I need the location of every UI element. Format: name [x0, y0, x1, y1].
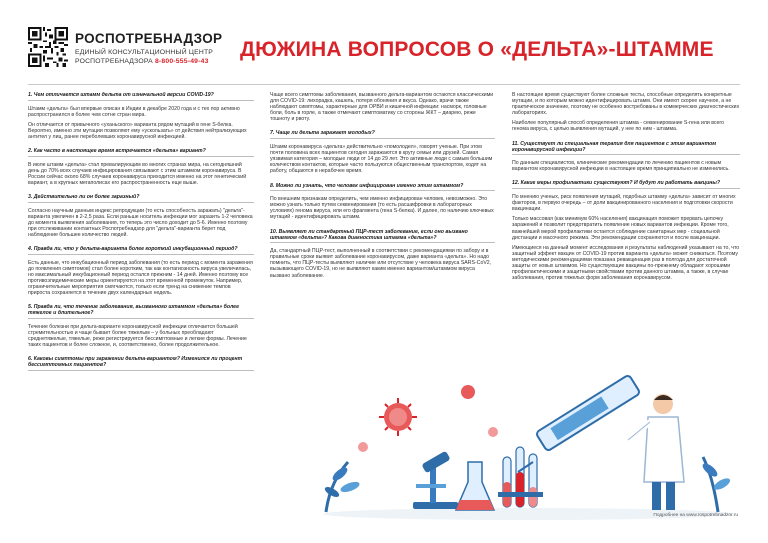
answer-10-continued: В настоящее время существуют более сложные тесты, способные определять конкретные мутации, и по которым можно идентифицировать штамм. Они имеют скорее научное, а не практическое значение, поэтому не особенно востребованы в коммерческих диагностических лабораториях. — [512, 92, 740, 117]
lab-illustration — [318, 362, 738, 522]
question-5: 5. Правда ли, что течение заболевания, вызванного штаммом «дельта» более тяжелое и длительное? — [28, 304, 254, 319]
flask-icon — [456, 462, 494, 510]
answer-12-p3: Имеющиеся на данный момент исследования и результаты наблюдений указывают на то, что защитный эффект вакцин от COVID-19 против варианта «дельта» может снижаться. Поэтому методическими рекомендациями показана ревакцинация раз в полгода для достаточной защиты от новых штаммов. Но существующие вакцины по-прежнему обладают хорошими профилактическими и защитными свойствами против данного штамма, а также, в случае заболевания, против тяжелых форм заболевания коронавирусом. — [512, 244, 740, 282]
plant-right-icon — [701, 457, 732, 512]
scientist-figure-icon — [628, 394, 684, 510]
question-2: 2. Как часто в настоящее время встречается «дельта» вариант? — [28, 148, 254, 157]
answer-4: Есть данные, что инкубационный период заболевания (то есть период с момента заражения до появления симптомов) стал более коротким, так как контагиозность вируса увеличилась, но максимальный инкубационный период остался прежним - 14 дней. Именно поэтому все противоэпидемические меры ориентируются на этот временной промежуток. Например, ограничительные мероприятия смягчаются, только если тренд на снижение темпов прироста сохраняется в течение двух календарных недель. — [28, 259, 253, 297]
answer-3: Согласно научным данным индекс репродукции (то есть способность заражать) "дельта"-варианта увеличен в 2-2,5 раза. Если раньше носитель инфекции мог заразить 1-2 человека до момента выявления заболевания, то теперь это число доходит до 5-6. Именно поэтому при отслеживании контактных Роспотребнадзор для "дельта"-варианта берет под наблюдение большее количество людей. — [28, 207, 253, 238]
question-3: 3. Действительно ли он более заразный? — [28, 194, 254, 203]
answer-10: Да, стандартный ПЦР-тест, выполненный в соответствии с рекомендациями по забору и в правильные сроки выявит заболевание коронавирусом, даже варианта «дельта». Но надо помнить, что ПЦР-тесты выявляют наличие или отсутствие у человека вируса SARS-CoV2, вызывающего COVID-19, но не выявляют каким именно вариантом/штаммом вируса вызвано заболевание. — [270, 248, 492, 279]
test-tube-rack-icon — [498, 447, 543, 507]
org-name: РОСПОТРЕБНАДЗОР — [75, 31, 223, 46]
column-3 — [512, 92, 740, 285]
answer-10-sequencing: Наиболее популярный способ определения штамма - секвенирование S-гена или всего генома вируса, с целью выявления мутаций, у нее по ним - штамма. — [512, 120, 725, 133]
column-2 — [270, 92, 495, 283]
hotline-phone[interactable]: 8-800-555-49-43 — [154, 58, 209, 65]
answer-8: По внешним признакам определить, чем именно инфицирован человек, невозможно. Это можно узнать только путем секвенирования (то есть расшифровки в лабораторных условиях) генома вируса, или его фрагмента (гена S-белка). И далее, по наличию ключевых мутаций - идентифицировать штамм. — [270, 196, 494, 221]
microscope-icon — [413, 451, 458, 509]
answer-2: В июле штамм «дельта» стал превалирующим во многих странах мира, на сегодняшний день до 70% всех случаев инфицирования связывают с этим штаммом коронавируса. В России сейчас около 68% случаев коронавируса приходится именно на этот генетический вариант, а в крупных мегаполисах его распространенность еще выше. — [28, 161, 247, 186]
answer-1-p2: Он отличается от привычного «уханьского» варианта рядом мутаций в гене S-белка. Вероятно, именно эти мутации позволяют ему «ускользать» от действия нейтрализующих антител у лиц, ранее переболевших коронавирусной инфекцией. — [28, 121, 247, 140]
question-1: 1. Чем отличается штамм дельта от изначальной версии COVID-19? — [28, 92, 254, 101]
question-7: 7. Чаще ли дельта заражает молодых? — [270, 130, 495, 139]
answer-11: По данным специалистов, клинические рекомендации по лечению пациентов с новым вариантом коронавирусной инфекции в настоящее время принципиально не изменились. — [512, 160, 730, 173]
answer-12-p1: По мнению ученых, риск появления мутаций, подобных штамму «дельта» зависит от многих факторов, в первую очередь – от доли вакцинированного населения и подготовки скорости вакцинации. — [512, 194, 736, 213]
question-10: 10. Выявляет ли стандартный ПЦР-тест заболевание, если оно вызвано штаммом «дельта»? Какова диагностика штамма «дельта»? — [270, 229, 495, 244]
answer-7: Штамм коронавируса «дельта» действительно «помолодел», говорят ученые. При этом почти половина всех пациентов сегодня заражаются в кругу семьи или друзей. Самая уязвимая категория – молодые люди от 14 до 29 лет. Это активные люди с самым большим количеством контактов, которые часто пользуются общественным транспортом, ходят на работу, общаются в нерабочее время. — [270, 144, 493, 175]
answer-12-p2: Только массовая (как минимум 60% населения) вакцинация поможет прервать цепочку заражений и позволит предотвратить появление новых вариантов инфекции. Кроме того, важнейшей мерой профилактики остается соблюдение санитарных мер - социальной дистанции и масочного режима. Эти рекомендации сохраняются и после вакцинации. — [512, 216, 729, 241]
org-subtitle-line2 — [75, 58, 209, 65]
virus-particle-icon — [379, 398, 417, 436]
org-subtitle-2: РОСПОТРЕБНАДЗОРА — [75, 58, 153, 65]
page-title: ДЮЖИНА ВОПРОСОВ О «ДЕЛЬТА»-ШТАММЕ — [240, 38, 714, 61]
answer-1-p1: Штамм «дельта» был впервые описан в Индии в декабре 2020 года и с тех пор активно распространился в более чем сотне стран мира. — [28, 105, 240, 118]
question-11: 11. Существует ли специальная терапия для пациентов с этим вариантом коронавирусной инфекции? — [512, 141, 740, 156]
plant-left-icon — [323, 462, 360, 512]
answer-6: Чаще всего симптомы заболевания, вызванного дельта-вариантом остаются классическими для COVID-19: лихорадка, кашель, потеря обоняния и вкуса. Однако, врачи также наблюдают симптомы, характерные для ОРВИ и кишечной инфекции: насморк, головные боли, боль в горле, а также отмечают симптоматику со стороны ЖКТ – диарею, реже тошноту и рвоту. — [270, 92, 494, 123]
question-6: 6. Каковы симптомы при заражении дельта-вариантом? Изменился ли процент бессимптомных пациентов? — [28, 356, 254, 371]
org-subtitle: ЕДИНЫЙ КОНСУЛЬТАЦИОННЫЙ ЦЕНТР — [75, 49, 214, 56]
virus-particle-small-icon — [358, 385, 498, 452]
footer-more-info-link[interactable]: Подробнее на www.rospotrebnadzor.ru — [653, 513, 738, 518]
question-4: 4. Правда ли, что у дельта-варианта более короткий инкубационный период? — [28, 246, 254, 255]
question-8: 8. Можно ли узнать, что человек инфицирован именно этим штаммом? — [270, 183, 495, 192]
question-12: 12. Какие меры профилактики существуют? И будут ли работать вакцины? — [512, 180, 740, 189]
column-1 — [28, 92, 254, 376]
header-divider — [28, 84, 740, 85]
qr-code-icon — [28, 27, 68, 67]
answer-5: Течение болезни при дельта-варианте коронавирусной инфекции отличается большей стремительностью и чаще бывает более тяжелым – у больных преобладают среднетяжелые, тяжелые, реже регистрируется бессимптомные и легкие формы. Лечение таких пациентов и более сложное, и, соответственно, более продолжительное. — [28, 323, 247, 349]
